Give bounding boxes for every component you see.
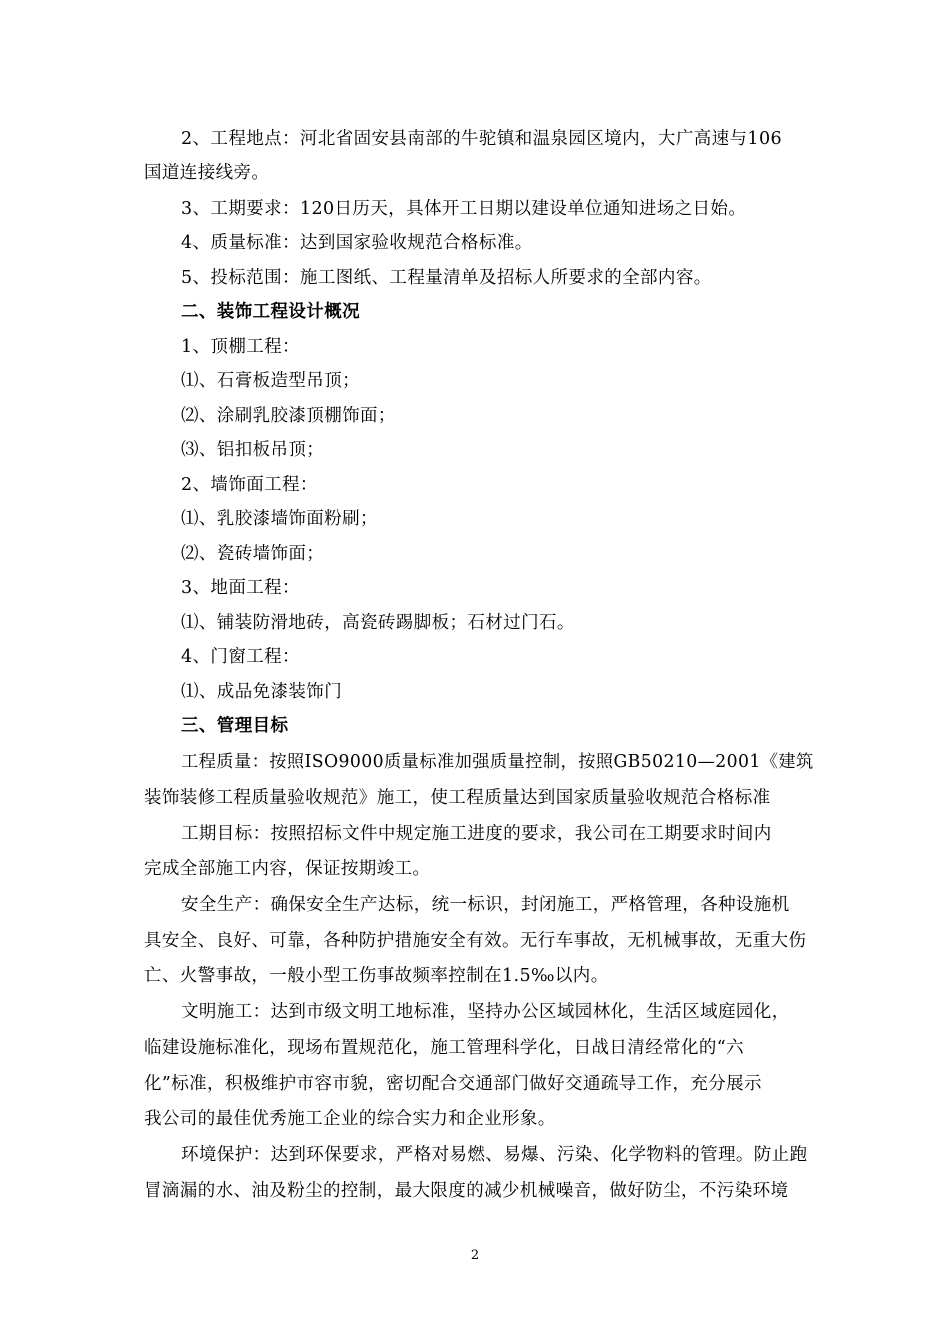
- section-heading: 二、装饰工程设计概况: [181, 302, 360, 322]
- text-line: 冒滴漏的水、油及粉尘的控制，最大限度的减少机械噪音，做好防尘，不污染环境: [144, 1181, 789, 1201]
- text-line: 3、地面工程：: [181, 578, 300, 598]
- text-line: 环境保护：达到环保要求，严格对易燃、易爆、污染、化学物料的管理。防止跑: [181, 1145, 808, 1165]
- text-line: 2、工程地点：河北省固安县南部的牛驼镇和温泉园区境内，大广高速与106: [181, 129, 783, 149]
- text-line: 工期目标：按照招标文件中规定施工进度的要求，我公司在工期要求时间内: [181, 824, 772, 844]
- text-line: 5、投标范围：施工图纸、工程量清单及招标人所要求的全部内容。: [181, 268, 712, 288]
- text-line: ⑴、成品免漆装饰门: [181, 682, 343, 702]
- text-line: 4、质量标准：达到国家验收规范合格标准。: [181, 233, 533, 253]
- text-line: 4、门窗工程：: [181, 647, 300, 667]
- text-line: 亡、火警事故，一般小型工伤事故频率控制在1.5‰以内。: [144, 966, 609, 986]
- page-number: 2: [470, 1248, 480, 1263]
- text-line: 文明施工：达到市级文明工地标准，坚持办公区域园林化，生活区域庭园化，: [181, 1002, 790, 1022]
- section-heading: 三、管理目标: [181, 716, 289, 736]
- text-line: ⑴、铺装防滑地砖，高瓷砖踢脚板；石材过门石。: [181, 613, 575, 633]
- text-line: ⑵、瓷砖墙饰面；: [181, 544, 325, 564]
- text-line: ⑵、涂刷乳胶漆顶棚饰面；: [181, 406, 396, 426]
- text-line: 临建设施标准化，现场布置规范化，施工管理科学化，日战日清经常化的“六: [144, 1038, 745, 1058]
- text-line: 国道连接线旁。: [144, 163, 270, 183]
- text-line: ⑴、石膏板造型吊顶；: [181, 371, 360, 391]
- text-line: ⑴、乳胶漆墙饰面粉刷；: [181, 509, 378, 529]
- text-line: 完成全部施工内容，保证按期竣工。: [144, 859, 431, 879]
- text-line: 装饰装修工程质量验收规范》施工，使工程质量达到国家质量验收规范合格标准: [144, 788, 771, 808]
- text-line: 我公司的最佳优秀施工企业的综合实力和企业形象。: [144, 1109, 556, 1129]
- text-line: 安全生产：确保安全生产达标，统一标识，封闭施工，严格管理，各种设施机: [181, 895, 790, 915]
- text-line: ⑶、铝扣板吊顶；: [181, 440, 325, 460]
- text-line: 3、工期要求：120日历天，具体开工日期以建设单位通知进场之日始。: [181, 199, 747, 219]
- text-line: 化”标准，积极维护市容市貌，密切配合交通部门做好交通疏导工作，充分展示: [144, 1074, 762, 1094]
- text-line: 工程质量：按照ISO9000质量标准加强质量控制，按照GB50210—2001《建筑: [181, 752, 814, 772]
- text-line: 具安全、良好、可靠，各种防护措施安全有效。无行车事故，无机械事故，无重大伤: [144, 931, 807, 951]
- text-line: 1、顶棚工程：: [181, 337, 300, 357]
- text-line: 2、墙饰面工程：: [181, 475, 318, 495]
